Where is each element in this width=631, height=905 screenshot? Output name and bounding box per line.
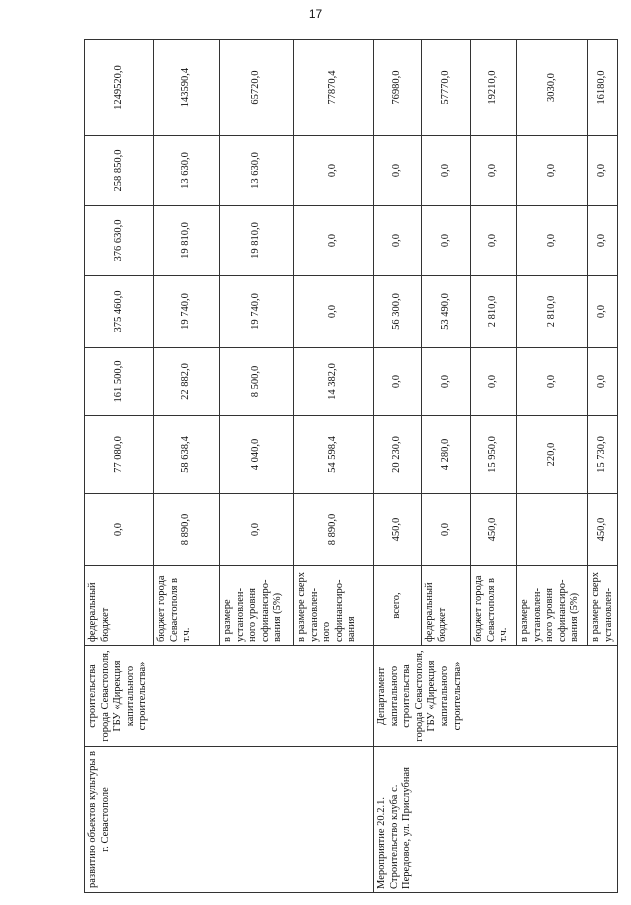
value-cell: 8 890,0 <box>154 494 220 566</box>
value-cell: 0,0 <box>588 276 618 348</box>
table-row <box>374 40 422 893</box>
value-cell: 450,0 <box>374 494 422 566</box>
value-cell: 13 630,0 <box>220 136 294 206</box>
value-cell: 220,0 <box>517 416 588 494</box>
value-cell: 8 500,0 <box>220 348 294 416</box>
executor-name: строительства города Севастополя, ГБУ «Дирекция капитального строительства» <box>85 646 374 747</box>
value-cell: 54 598,4 <box>294 416 374 494</box>
funding-source: бюджет города Севастополя в т.ч. <box>154 566 220 646</box>
funding-source: всего, <box>374 566 422 646</box>
value-cell: 0,0 <box>374 348 422 416</box>
funding-source: в размере сверх установлен-ного софинансиро-вания <box>294 566 374 646</box>
executor-name: Департамент капитального строительства города Севастополя, ГБУ «Дирекция капитального строительства» <box>374 646 618 747</box>
value-cell: 56 300,0 <box>374 276 422 348</box>
value-cell: 0,0 <box>517 348 588 416</box>
funding-source: в размере сверх установлен- <box>588 566 618 646</box>
value-cell: 16180,0 <box>588 40 618 136</box>
value-cell: 19210,0 <box>471 40 517 136</box>
funding-source: в размере установлен-ного уровня софинансиро-вания (5%) <box>517 566 588 646</box>
value-cell: 3030,0 <box>517 40 588 136</box>
value-cell: 2 810,0 <box>517 276 588 348</box>
value-cell: 375 460,0 <box>85 276 154 348</box>
value-cell: 0,0 <box>422 136 471 206</box>
value-cell: 22 882,0 <box>154 348 220 416</box>
value-cell: 0,0 <box>85 494 154 566</box>
funding-source: в размере установлен-ного уровня софинансиро-вания (5%) <box>220 566 294 646</box>
value-cell: 58 638,4 <box>154 416 220 494</box>
value-cell: 57770,0 <box>422 40 471 136</box>
value-cell: 15 730,0 <box>588 416 618 494</box>
value-cell: 0,0 <box>471 206 517 276</box>
value-cell: 15 950,0 <box>471 416 517 494</box>
value-cell: 0,0 <box>588 348 618 416</box>
rotated-table-container <box>84 40 614 893</box>
value-cell: 4 040,0 <box>220 416 294 494</box>
value-cell: 0,0 <box>294 276 374 348</box>
value-cell: 0,0 <box>588 206 618 276</box>
value-cell: 0,0 <box>422 206 471 276</box>
measure-name: Мероприятие 20.2.1. Строительство клуба с. Передовое, ул. Прислубная <box>374 747 618 893</box>
value-cell: 4 280,0 <box>422 416 471 494</box>
value-cell: 53 490,0 <box>422 276 471 348</box>
value-cell: 77870,4 <box>294 40 374 136</box>
measure-name: развитию объектов культуры в г. Севастополе <box>85 747 374 893</box>
value-cell: 20 230,0 <box>374 416 422 494</box>
value-cell: 376 630,0 <box>85 206 154 276</box>
value-cell: 0,0 <box>294 206 374 276</box>
value-cell: 76980,0 <box>374 40 422 136</box>
table-row <box>85 40 154 893</box>
value-cell: 14 382,0 <box>294 348 374 416</box>
funding-source: бюджет города Севастополя в т.ч. <box>471 566 517 646</box>
value-cell: 0,0 <box>374 206 422 276</box>
value-cell: 19 740,0 <box>220 276 294 348</box>
value-cell: 0,0 <box>422 348 471 416</box>
value-cell: 143590,4 <box>154 40 220 136</box>
value-cell: 8 890,0 <box>294 494 374 566</box>
value-cell: 77 080,0 <box>85 416 154 494</box>
value-cell: 0,0 <box>471 348 517 416</box>
funding-source: федеральный бюджет <box>85 566 154 646</box>
value-cell: 19 740,0 <box>154 276 220 348</box>
funding-source: федеральный бюджет <box>422 566 471 646</box>
value-cell <box>517 494 588 566</box>
value-cell: 258 850,0 <box>85 136 154 206</box>
value-cell: 0,0 <box>517 136 588 206</box>
value-cell: 2 810,0 <box>471 276 517 348</box>
value-cell: 13 630,0 <box>154 136 220 206</box>
budget-table <box>84 39 618 893</box>
page-number: 17 <box>308 7 323 21</box>
value-cell: 0,0 <box>220 494 294 566</box>
value-cell: 450,0 <box>471 494 517 566</box>
value-cell: 450,0 <box>588 494 618 566</box>
value-cell: 0,0 <box>422 494 471 566</box>
value-cell: 19 810,0 <box>154 206 220 276</box>
value-cell: 0,0 <box>471 136 517 206</box>
value-cell: 65720,0 <box>220 40 294 136</box>
value-cell: 0,0 <box>517 206 588 276</box>
value-cell: 0,0 <box>294 136 374 206</box>
value-cell: 1249520,0 <box>85 40 154 136</box>
value-cell: 0,0 <box>374 136 422 206</box>
value-cell: 19 810,0 <box>220 206 294 276</box>
value-cell: 0,0 <box>588 136 618 206</box>
value-cell: 161 500,0 <box>85 348 154 416</box>
